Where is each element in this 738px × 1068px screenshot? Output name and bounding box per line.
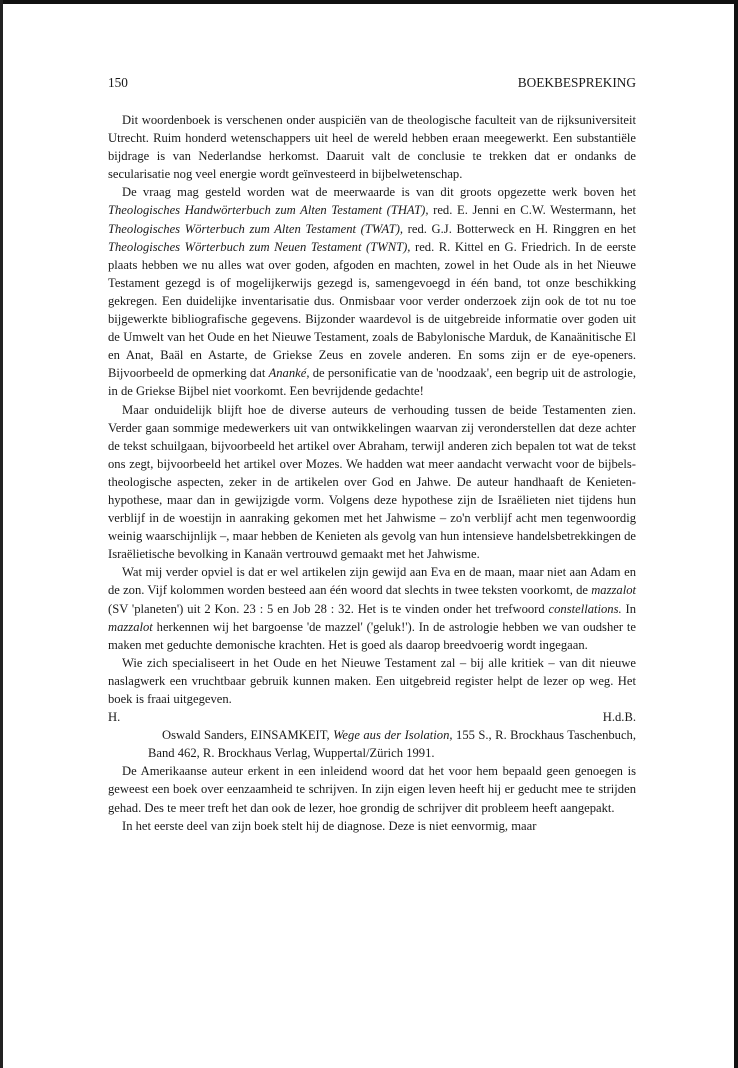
review1-paragraph-2 bbox=[108, 183, 636, 400]
review1-paragraph-1: Dit woordenboek is verschenen onder auspiciën van de theologische faculteit van de rijksuniversiteit Utrecht. Ruim honderd wetenschappers uit heel de wereld hebben eraan meegewerkt. Een substantiële bijdrage is van Nederlandse herkomst. Daaruit valt de conclusie te trekken dat er ondanks de secularisatie nog veel energie wordt geïnvesteerd in bijbelwetenschap. bbox=[108, 113, 636, 182]
page-body bbox=[108, 111, 636, 835]
text-run: red. G.J. Botterweck en H. Ringgren en het bbox=[403, 221, 636, 236]
text-run: In bbox=[621, 601, 637, 616]
book-title-twat: Theologisches Wörterbuch zum Alten Testament (TWAT), bbox=[108, 221, 404, 236]
scan-border-left bbox=[0, 0, 3, 1068]
page bbox=[108, 75, 636, 835]
signature-left: H. bbox=[108, 710, 121, 725]
review2-paragraph-2: In het eerste deel van zijn boek stelt hij de diagnose. Deze is niet eenvormig, maar bbox=[122, 818, 537, 833]
text-run: red. E. Jenni en C.W. Westermann, het bbox=[428, 203, 636, 218]
running-header bbox=[108, 75, 636, 91]
book-title-twnt: Theologisches Wörterbuch zum Neuen Testament (TWNT), bbox=[108, 239, 411, 254]
scan-border-top bbox=[0, 0, 738, 4]
section-title: BOEKBESPREKING bbox=[517, 75, 636, 90]
review2-book-reference bbox=[108, 726, 636, 762]
review1-paragraph-4 bbox=[108, 563, 636, 653]
page-number: 150 bbox=[108, 75, 128, 90]
text-run: Oswald Sanders, EINSAMKEIT, bbox=[162, 728, 334, 743]
book-subtitle: Wege aus der Isolation, bbox=[333, 728, 453, 743]
review1-paragraph-3: Maar onduidelijk blijft hoe de diverse auteurs de verhouding tussen de beide Testamenten zien. Verder gaan sommige medewerkers uit van ontwikkelingen waarvan zij veronderstellen dat deze achter de tekst schuilgaan, bijvoorbeeld het artikel over Abraham, terwijl anderen zich bepalen tot wat de tekst ons zegt, bijvoorbeeld het artikel over Mozes. We hadden wat meer aandacht verwacht voor de bijbels-theologische aspecten, zeker in de artikelen over God en Jahwe. De auteur handhaaft de Kenieten-hypothese, maar dan in gewijzigde vorm. Volgens deze hypothese zijn de Israëlieten niet tijdens hun verblijf in de woestijn in aanraking gekomen met het Jahwisme – zo'n verblijf acht men tegenwoordig weinig waarschijnlijk –, maar hebben de Kenieten als gevolg van hun intensieve handelsbetrekkingen de Israëlietische bevolking in Kanaän vertrouwd gemaakt met het Jahwisme. bbox=[108, 402, 636, 562]
book-title-that: Theologisches Handwörterbuch zum Alten Testament (THAT), bbox=[108, 203, 429, 218]
text-run: Wat mij verder opviel is dat er wel artikelen zijn gewijd aan Eva en de maan, maar niet aan Adam en de zon. Vijf kolommen worden besteed aan één woord dat slechts in twee teksten voorkomt, de bbox=[108, 565, 636, 598]
term-ananke: Ananké, bbox=[268, 366, 310, 381]
term-mazzalot: mazzalot bbox=[591, 583, 636, 598]
review1-paragraph-5: Wie zich specialiseert in het Oude en het Nieuwe Testament zal – bij alle kritiek – van dit nieuwe naslagwerk een vruchtbaar gebruik kunnen maken. Een uitgebreid register helpt de lezer op weg. Het boek is fraai uitgegeven. bbox=[108, 655, 636, 706]
text-run: De vraag mag gesteld worden wat de meerwaarde is van dit groots opgezette werk boven het bbox=[122, 185, 636, 200]
term-constellations: constellations. bbox=[548, 601, 622, 616]
scan-border-right bbox=[734, 0, 738, 1068]
term-mazzalot: mazzalot bbox=[108, 619, 153, 634]
review2-paragraph-1: De Amerikaanse auteur erkent in een inleidend woord dat het voor hem bepaald geen genoegen is geweest een boek over eenzaamheid te schrijven. In zijn eigen leven heeft hij er geducht mee te strijden gehad. Des te meer treft het dan ook de lezer, hoe grondig de schrijver dit probleem heeft aangepakt. bbox=[108, 764, 636, 815]
text-run: red. R. Kittel en G. Friedrich. In de eerste plaats hebben we nu alles wat over goden, afgoden en machten, zowel in het Oude als in het Nieuwe Testament gezegd is of mogelijkerwijs gezegd is, samengevoegd in één band, tot onze beschikking gekregen. Een duidelijke inventarisatie dus. Onmisbaar voor verder onderzoek zijn ook de tot nu toe bijgewerkte bibliografische gegevens. Bijzonder waardevol is de uitgebreide informatie over goden uit de Umwelt van het Oude en het Nieuwe Testament, zoals de Babylonische Marduk, de Kanaänitische El en Anat, Baäl en Astarte, de Griekse Zeus en zovele anderen. En soms zijn er de eye-openers. Bijvoorbeeld de opmerking dat bbox=[108, 239, 636, 381]
text-run: 155 S., R. Brockhaus Taschenbuch, Band 462, R. Brockhaus Verlag, Wuppertal/Zürich 1991. bbox=[148, 728, 637, 761]
signature-right: H.d.B. bbox=[602, 710, 636, 725]
text-run: de personificatie van de 'noodzaak', een begrip uit de astrologie, in de Griekse Bijbel niet voorkomt. Een bevrijdende gedachte! bbox=[108, 366, 636, 399]
text-run: herkennen wij het bargoense 'de mazzel' ('geluk!'). In de astrologie hebben we van oudsher te maken met geduchte demonische krachten. Het is goed als daarop breedvoerig wordt ingegaan. bbox=[108, 619, 636, 652]
text-run: (SV 'planeten') uit 2 Kon. 23 : 5 en Job 28 : 32. Het is te vinden onder het trefwoord bbox=[108, 601, 549, 616]
review1-signature bbox=[108, 708, 636, 726]
